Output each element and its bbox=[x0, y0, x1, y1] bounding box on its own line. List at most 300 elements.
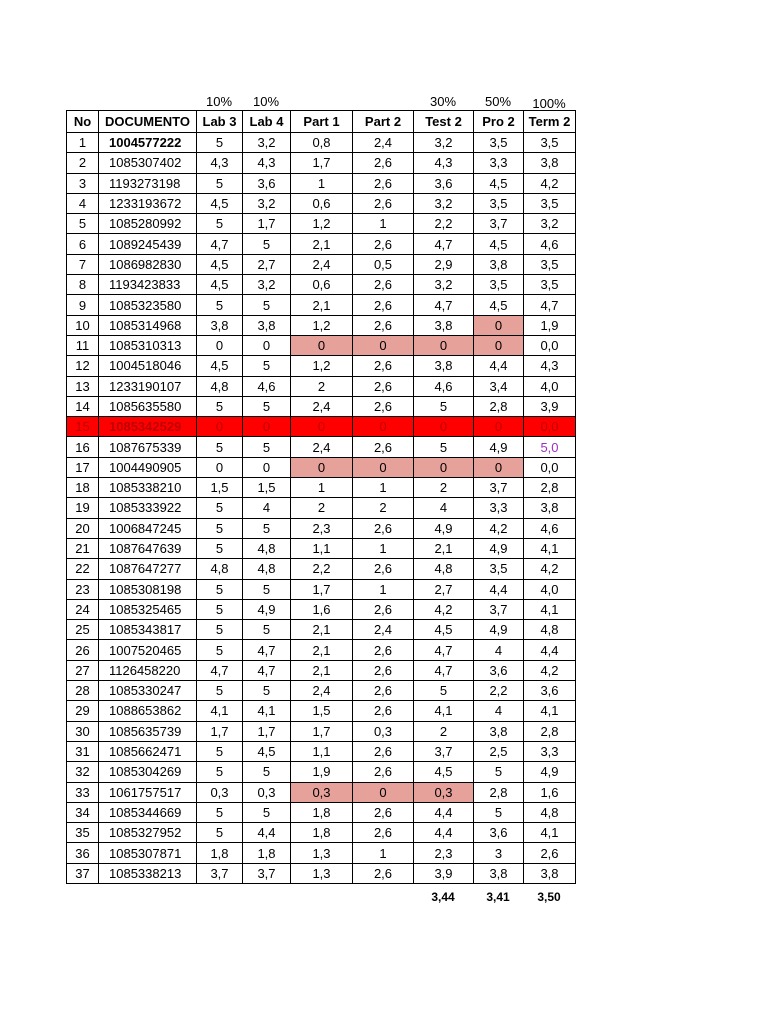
cell-part2: 2,6 bbox=[353, 193, 414, 213]
cell-lab3: 5 bbox=[197, 620, 243, 640]
cell-term2: 4,1 bbox=[524, 538, 576, 558]
table-row bbox=[67, 701, 576, 721]
cell-test2: 3,9 bbox=[414, 863, 474, 883]
cell-test2: 5 bbox=[414, 396, 474, 416]
cell-part1: 2,1 bbox=[291, 620, 353, 640]
cell-lab4: 0 bbox=[243, 335, 291, 355]
cell-lab4: 5 bbox=[243, 681, 291, 701]
cell-part1: 0,3 bbox=[291, 782, 353, 802]
cell-documento: 1087647277 bbox=[99, 559, 197, 579]
cell-no: 8 bbox=[67, 275, 99, 295]
cell-no: 21 bbox=[67, 538, 99, 558]
cell-test2: 3,2 bbox=[414, 133, 474, 153]
cell-lab4: 3,2 bbox=[243, 193, 291, 213]
cell-part1: 1,7 bbox=[291, 153, 353, 173]
cell-term2: 4,4 bbox=[524, 640, 576, 660]
cell-no: 15 bbox=[67, 417, 99, 437]
table-row bbox=[67, 559, 576, 579]
cell-lab4: 3,2 bbox=[243, 133, 291, 153]
cell-part2: 2,6 bbox=[353, 396, 414, 416]
cell-part2: 0 bbox=[353, 335, 414, 355]
cell-part1: 1,2 bbox=[291, 315, 353, 335]
cell-no: 6 bbox=[67, 234, 99, 254]
cell-part1: 1,2 bbox=[291, 356, 353, 376]
cell-pro2: 3,6 bbox=[474, 823, 524, 843]
cell-part1: 1,2 bbox=[291, 214, 353, 234]
cell-no: 26 bbox=[67, 640, 99, 660]
cell-term2: 3,6 bbox=[524, 681, 576, 701]
cell-lab3: 5 bbox=[197, 295, 243, 315]
table-row bbox=[67, 762, 576, 782]
cell-no: 11 bbox=[67, 335, 99, 355]
header-pro2: Pro 2 bbox=[474, 111, 524, 133]
cell-lab3: 4,8 bbox=[197, 559, 243, 579]
cell-term2: 4,0 bbox=[524, 579, 576, 599]
cell-lab3: 4,5 bbox=[197, 275, 243, 295]
cell-part2: 2,6 bbox=[353, 640, 414, 660]
cell-lab4: 5 bbox=[243, 396, 291, 416]
cell-part2: 2,6 bbox=[353, 863, 414, 883]
cell-pro2: 4,5 bbox=[474, 295, 524, 315]
cell-part2: 2,6 bbox=[353, 681, 414, 701]
cell-no: 7 bbox=[67, 254, 99, 274]
cell-part1: 1,1 bbox=[291, 741, 353, 761]
cell-lab4: 5 bbox=[243, 437, 291, 457]
cell-pro2: 3,3 bbox=[474, 153, 524, 173]
cell-lab4: 4,1 bbox=[243, 701, 291, 721]
cell-part2: 2,6 bbox=[353, 153, 414, 173]
cell-documento: 1004518046 bbox=[99, 356, 197, 376]
cell-lab4: 5 bbox=[243, 802, 291, 822]
cell-part1: 2 bbox=[291, 376, 353, 396]
cell-part1: 2,2 bbox=[291, 559, 353, 579]
cell-test2: 4,5 bbox=[414, 620, 474, 640]
table-row bbox=[67, 538, 576, 558]
cell-term2: 3,5 bbox=[524, 254, 576, 274]
cell-pro2: 3,8 bbox=[474, 254, 524, 274]
cell-term2: 4,2 bbox=[524, 559, 576, 579]
cell-documento: 1085307871 bbox=[99, 843, 197, 863]
cell-part1: 2,1 bbox=[291, 660, 353, 680]
cell-part2: 0 bbox=[353, 782, 414, 802]
cell-part1: 2,4 bbox=[291, 254, 353, 274]
cell-term2: 3,3 bbox=[524, 741, 576, 761]
table-row bbox=[67, 823, 576, 843]
cell-lab3: 4,1 bbox=[197, 701, 243, 721]
cell-documento: 1086982830 bbox=[99, 254, 197, 274]
table-row bbox=[67, 741, 576, 761]
cell-test2: 4,3 bbox=[414, 153, 474, 173]
weight-term2: 100% bbox=[532, 96, 566, 111]
cell-part2: 2,6 bbox=[353, 234, 414, 254]
cell-no: 29 bbox=[67, 701, 99, 721]
header-documento: DOCUMENTO bbox=[99, 111, 197, 133]
cell-lab3: 5 bbox=[197, 396, 243, 416]
cell-test2: 0 bbox=[414, 335, 474, 355]
cell-part2: 2,6 bbox=[353, 173, 414, 193]
cell-term2: 2,8 bbox=[524, 721, 576, 741]
cell-lab4: 4,8 bbox=[243, 538, 291, 558]
cell-no: 28 bbox=[67, 681, 99, 701]
cell-documento: 1085635739 bbox=[99, 721, 197, 741]
cell-documento: 1085327952 bbox=[99, 823, 197, 843]
cell-test2: 3,2 bbox=[414, 275, 474, 295]
cell-part2: 2,6 bbox=[353, 701, 414, 721]
cell-test2: 4 bbox=[414, 498, 474, 518]
cell-lab4: 1,7 bbox=[243, 721, 291, 741]
cell-part2: 2,6 bbox=[353, 295, 414, 315]
weight-lab3: 10% bbox=[205, 94, 233, 109]
cell-documento: 1085338213 bbox=[99, 863, 197, 883]
cell-pro2: 3,6 bbox=[474, 660, 524, 680]
cell-pro2: 4,9 bbox=[474, 620, 524, 640]
cell-part1: 1,5 bbox=[291, 701, 353, 721]
cell-no: 25 bbox=[67, 620, 99, 640]
cell-term2: 0,0 bbox=[524, 335, 576, 355]
cell-lab3: 3,8 bbox=[197, 315, 243, 335]
cell-no: 4 bbox=[67, 193, 99, 213]
cell-lab3: 1,8 bbox=[197, 843, 243, 863]
cell-documento: 1085338210 bbox=[99, 478, 197, 498]
cell-lab4: 4,5 bbox=[243, 741, 291, 761]
cell-documento: 1233190107 bbox=[99, 376, 197, 396]
cell-term2: 4,1 bbox=[524, 823, 576, 843]
cell-part1: 2,1 bbox=[291, 234, 353, 254]
grades-table bbox=[66, 110, 576, 884]
cell-test2: 4,2 bbox=[414, 599, 474, 619]
cell-documento: 1193273198 bbox=[99, 173, 197, 193]
total-pro2: 3,41 bbox=[486, 890, 510, 904]
cell-lab3: 4,7 bbox=[197, 234, 243, 254]
cell-documento: 1085635580 bbox=[99, 396, 197, 416]
table-row bbox=[67, 478, 576, 498]
table-row bbox=[67, 254, 576, 274]
cell-pro2: 3,5 bbox=[474, 193, 524, 213]
cell-documento: 1126458220 bbox=[99, 660, 197, 680]
cell-no: 18 bbox=[67, 478, 99, 498]
cell-lab4: 4,7 bbox=[243, 660, 291, 680]
cell-no: 30 bbox=[67, 721, 99, 741]
cell-lab4: 5 bbox=[243, 295, 291, 315]
cell-test2: 4,9 bbox=[414, 518, 474, 538]
cell-lab3: 5 bbox=[197, 173, 243, 193]
cell-term2: 4,9 bbox=[524, 762, 576, 782]
cell-term2: 3,8 bbox=[524, 863, 576, 883]
cell-lab4: 5 bbox=[243, 579, 291, 599]
cell-part1: 0 bbox=[291, 417, 353, 437]
cell-documento: 1004490905 bbox=[99, 457, 197, 477]
cell-lab3: 5 bbox=[197, 498, 243, 518]
cell-part2: 2,6 bbox=[353, 275, 414, 295]
table-row bbox=[67, 153, 576, 173]
cell-no: 33 bbox=[67, 782, 99, 802]
cell-test2: 2,7 bbox=[414, 579, 474, 599]
cell-test2: 3,6 bbox=[414, 173, 474, 193]
cell-term2: 4,2 bbox=[524, 660, 576, 680]
cell-part2: 2,6 bbox=[353, 376, 414, 396]
cell-documento: 1085344669 bbox=[99, 802, 197, 822]
cell-part2: 1 bbox=[353, 214, 414, 234]
cell-part2: 2 bbox=[353, 498, 414, 518]
cell-no: 17 bbox=[67, 457, 99, 477]
table-row bbox=[67, 376, 576, 396]
cell-term2: 5,0 bbox=[524, 437, 576, 457]
cell-lab3: 5 bbox=[197, 681, 243, 701]
cell-lab4: 2,7 bbox=[243, 254, 291, 274]
cell-documento: 1085333922 bbox=[99, 498, 197, 518]
cell-no: 9 bbox=[67, 295, 99, 315]
cell-no: 16 bbox=[67, 437, 99, 457]
cell-pro2: 3,5 bbox=[474, 133, 524, 153]
cell-documento: 1085662471 bbox=[99, 741, 197, 761]
table-row bbox=[67, 863, 576, 883]
cell-documento: 1007520465 bbox=[99, 640, 197, 660]
cell-term2: 4,6 bbox=[524, 234, 576, 254]
cell-pro2: 0 bbox=[474, 315, 524, 335]
header-lab3: Lab 3 bbox=[197, 111, 243, 133]
cell-term2: 2,6 bbox=[524, 843, 576, 863]
cell-lab3: 5 bbox=[197, 823, 243, 843]
cell-test2: 3,7 bbox=[414, 741, 474, 761]
cell-pro2: 4 bbox=[474, 701, 524, 721]
cell-pro2: 3,7 bbox=[474, 478, 524, 498]
cell-term2: 4,0 bbox=[524, 376, 576, 396]
header-row bbox=[67, 111, 576, 133]
cell-test2: 4,5 bbox=[414, 762, 474, 782]
cell-term2: 4,1 bbox=[524, 599, 576, 619]
cell-documento: 1087647639 bbox=[99, 538, 197, 558]
cell-lab4: 3,8 bbox=[243, 315, 291, 335]
cell-lab4: 3,6 bbox=[243, 173, 291, 193]
cell-lab4: 4,9 bbox=[243, 599, 291, 619]
cell-no: 2 bbox=[67, 153, 99, 173]
cell-pro2: 0 bbox=[474, 457, 524, 477]
cell-lab4: 4,6 bbox=[243, 376, 291, 396]
cell-test2: 2,2 bbox=[414, 214, 474, 234]
cell-pro2: 3,3 bbox=[474, 498, 524, 518]
table-row bbox=[67, 640, 576, 660]
cell-lab3: 4,8 bbox=[197, 376, 243, 396]
cell-test2: 0,3 bbox=[414, 782, 474, 802]
cell-no: 36 bbox=[67, 843, 99, 863]
cell-test2: 2 bbox=[414, 721, 474, 741]
cell-lab4: 5 bbox=[243, 518, 291, 538]
cell-term2: 3,2 bbox=[524, 214, 576, 234]
cell-documento: 1085325465 bbox=[99, 599, 197, 619]
cell-no: 5 bbox=[67, 214, 99, 234]
table-row bbox=[67, 579, 576, 599]
cell-lab3: 4,5 bbox=[197, 193, 243, 213]
cell-lab3: 5 bbox=[197, 762, 243, 782]
table-row bbox=[67, 498, 576, 518]
cell-test2: 2 bbox=[414, 478, 474, 498]
cell-lab3: 4,3 bbox=[197, 153, 243, 173]
cell-no: 13 bbox=[67, 376, 99, 396]
cell-term2: 3,5 bbox=[524, 193, 576, 213]
cell-part2: 0 bbox=[353, 417, 414, 437]
cell-test2: 2,1 bbox=[414, 538, 474, 558]
cell-part2: 0 bbox=[353, 457, 414, 477]
cell-part2: 1 bbox=[353, 478, 414, 498]
cell-no: 22 bbox=[67, 559, 99, 579]
cell-lab3: 0 bbox=[197, 457, 243, 477]
cell-pro2: 2,2 bbox=[474, 681, 524, 701]
cell-documento: 1085323580 bbox=[99, 295, 197, 315]
cell-part1: 1,3 bbox=[291, 843, 353, 863]
cell-part1: 2,4 bbox=[291, 396, 353, 416]
cell-no: 35 bbox=[67, 823, 99, 843]
cell-no: 14 bbox=[67, 396, 99, 416]
header-term2: Term 2 bbox=[524, 111, 576, 133]
cell-documento: 1061757517 bbox=[99, 782, 197, 802]
cell-pro2: 3,5 bbox=[474, 275, 524, 295]
cell-pro2: 3,8 bbox=[474, 863, 524, 883]
cell-part2: 2,6 bbox=[353, 802, 414, 822]
table-row bbox=[67, 802, 576, 822]
cell-part2: 2,6 bbox=[353, 315, 414, 335]
table-row bbox=[67, 843, 576, 863]
cell-term2: 1,6 bbox=[524, 782, 576, 802]
cell-documento: 1085280992 bbox=[99, 214, 197, 234]
cell-lab4: 5 bbox=[243, 620, 291, 640]
cell-pro2: 3,5 bbox=[474, 559, 524, 579]
cell-documento: 1085308198 bbox=[99, 579, 197, 599]
cell-no: 37 bbox=[67, 863, 99, 883]
cell-term2: 4,2 bbox=[524, 173, 576, 193]
cell-test2: 5 bbox=[414, 437, 474, 457]
cell-part2: 2,6 bbox=[353, 599, 414, 619]
cell-part1: 2,1 bbox=[291, 640, 353, 660]
cell-lab3: 0,3 bbox=[197, 782, 243, 802]
cell-documento: 1085310313 bbox=[99, 335, 197, 355]
cell-lab4: 1,7 bbox=[243, 214, 291, 234]
cell-test2: 4,6 bbox=[414, 376, 474, 396]
cell-term2: 4,7 bbox=[524, 295, 576, 315]
table-row bbox=[67, 599, 576, 619]
cell-lab4: 0 bbox=[243, 457, 291, 477]
cell-part1: 1,8 bbox=[291, 802, 353, 822]
table-row bbox=[67, 457, 576, 477]
cell-pro2: 2,5 bbox=[474, 741, 524, 761]
cell-lab4: 5 bbox=[243, 762, 291, 782]
cell-pro2: 0 bbox=[474, 335, 524, 355]
cell-part1: 1,6 bbox=[291, 599, 353, 619]
header-part1: Part 1 bbox=[291, 111, 353, 133]
cell-lab3: 1,7 bbox=[197, 721, 243, 741]
table-row bbox=[67, 315, 576, 335]
cell-lab4: 3,2 bbox=[243, 275, 291, 295]
cell-test2: 3,2 bbox=[414, 193, 474, 213]
cell-documento: 1089245439 bbox=[99, 234, 197, 254]
cell-no: 31 bbox=[67, 741, 99, 761]
cell-documento: 1085343817 bbox=[99, 620, 197, 640]
cell-part2: 1 bbox=[353, 843, 414, 863]
total-test2: 3,44 bbox=[431, 890, 455, 904]
cell-test2: 0 bbox=[414, 417, 474, 437]
table-row bbox=[67, 193, 576, 213]
cell-part2: 2,6 bbox=[353, 762, 414, 782]
cell-documento: 1085314968 bbox=[99, 315, 197, 335]
cell-term2: 0,0 bbox=[524, 457, 576, 477]
table-row bbox=[67, 335, 576, 355]
header-test2: Test 2 bbox=[414, 111, 474, 133]
cell-pro2: 4,5 bbox=[474, 234, 524, 254]
cell-pro2: 5 bbox=[474, 762, 524, 782]
cell-pro2: 4,5 bbox=[474, 173, 524, 193]
table-row bbox=[67, 437, 576, 457]
cell-no: 19 bbox=[67, 498, 99, 518]
cell-part2: 1 bbox=[353, 579, 414, 599]
cell-term2: 4,8 bbox=[524, 802, 576, 822]
cell-part1: 2,1 bbox=[291, 295, 353, 315]
cell-no: 23 bbox=[67, 579, 99, 599]
cell-lab4: 4,8 bbox=[243, 559, 291, 579]
cell-lab3: 5 bbox=[197, 133, 243, 153]
weight-lab4: 10% bbox=[252, 94, 280, 109]
cell-test2: 4,7 bbox=[414, 295, 474, 315]
header-part2: Part 2 bbox=[353, 111, 414, 133]
cell-term2: 0,0 bbox=[524, 417, 576, 437]
cell-part2: 2,6 bbox=[353, 518, 414, 538]
table-row bbox=[67, 417, 576, 437]
cell-documento: 1004577222 bbox=[99, 133, 197, 153]
cell-test2: 4,1 bbox=[414, 701, 474, 721]
cell-lab3: 5 bbox=[197, 741, 243, 761]
cell-pro2: 3,4 bbox=[474, 376, 524, 396]
cell-pro2: 0 bbox=[474, 417, 524, 437]
cell-lab3: 5 bbox=[197, 599, 243, 619]
table-row bbox=[67, 782, 576, 802]
cell-documento: 1233193672 bbox=[99, 193, 197, 213]
cell-part2: 2,6 bbox=[353, 741, 414, 761]
cell-no: 12 bbox=[67, 356, 99, 376]
cell-documento: 1006847245 bbox=[99, 518, 197, 538]
cell-no: 20 bbox=[67, 518, 99, 538]
cell-term2: 3,5 bbox=[524, 275, 576, 295]
cell-test2: 4,4 bbox=[414, 802, 474, 822]
weight-pro2: 50% bbox=[484, 94, 512, 109]
cell-part2: 2,6 bbox=[353, 823, 414, 843]
header-no: No bbox=[67, 111, 99, 133]
cell-part1: 2,3 bbox=[291, 518, 353, 538]
cell-lab3: 4,5 bbox=[197, 254, 243, 274]
table-row bbox=[67, 234, 576, 254]
cell-test2: 3,8 bbox=[414, 356, 474, 376]
cell-term2: 3,8 bbox=[524, 153, 576, 173]
cell-part1: 1 bbox=[291, 173, 353, 193]
cell-test2: 5 bbox=[414, 681, 474, 701]
cell-lab4: 0,3 bbox=[243, 782, 291, 802]
cell-documento: 1085330247 bbox=[99, 681, 197, 701]
cell-lab4: 4,3 bbox=[243, 153, 291, 173]
cell-documento: 1087675339 bbox=[99, 437, 197, 457]
cell-lab4: 4 bbox=[243, 498, 291, 518]
cell-documento: 1088653862 bbox=[99, 701, 197, 721]
cell-part1: 1,8 bbox=[291, 823, 353, 843]
table-row bbox=[67, 356, 576, 376]
cell-part1: 1,9 bbox=[291, 762, 353, 782]
weight-test2: 30% bbox=[429, 94, 457, 109]
cell-test2: 4,8 bbox=[414, 559, 474, 579]
cell-pro2: 3,7 bbox=[474, 599, 524, 619]
cell-test2: 2,9 bbox=[414, 254, 474, 274]
cell-lab3: 5 bbox=[197, 518, 243, 538]
cell-test2: 4,4 bbox=[414, 823, 474, 843]
cell-part2: 0,3 bbox=[353, 721, 414, 741]
cell-part2: 2,6 bbox=[353, 356, 414, 376]
cell-part2: 2,4 bbox=[353, 620, 414, 640]
cell-term2: 1,9 bbox=[524, 315, 576, 335]
